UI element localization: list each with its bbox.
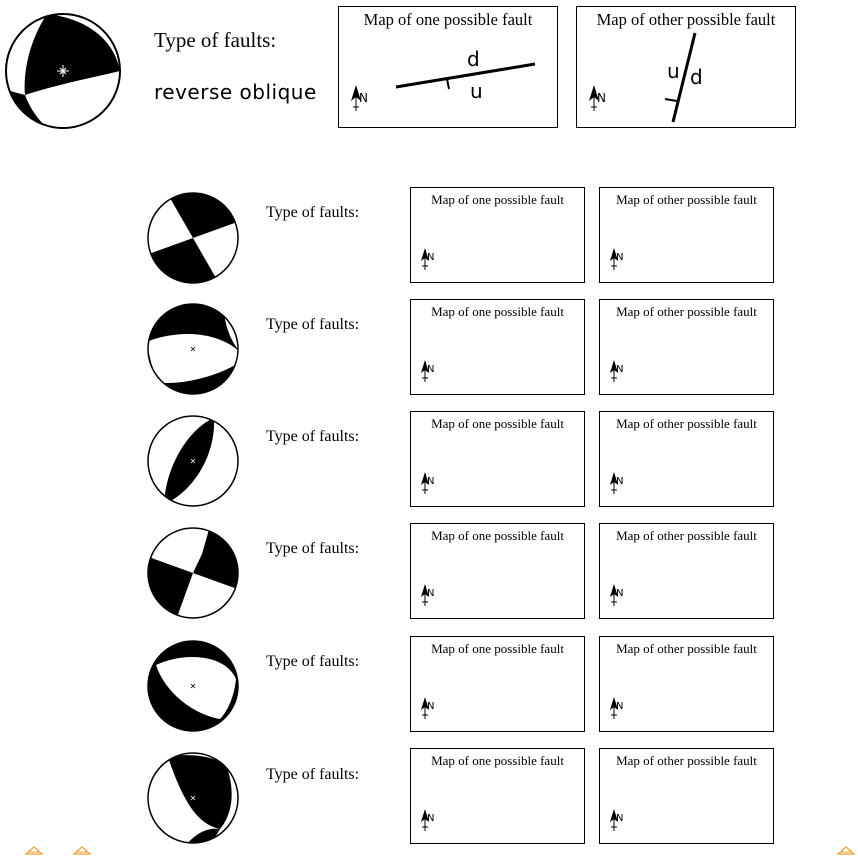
row-1-map-one[interactable] bbox=[410, 187, 585, 283]
map-title: Map of other possible fault bbox=[616, 192, 757, 207]
beachball-2-icon bbox=[146, 302, 240, 396]
row-2-type-label: Type of faults: bbox=[266, 316, 360, 333]
row-6-map-other[interactable] bbox=[599, 748, 774, 844]
beachball-1-icon bbox=[146, 191, 240, 285]
north-label: N bbox=[427, 701, 435, 712]
row-2-map-other[interactable] bbox=[599, 299, 774, 395]
north-arrow bbox=[610, 584, 624, 611]
example-map-other bbox=[576, 6, 796, 128]
north-arrow bbox=[610, 360, 624, 387]
north-label: N bbox=[427, 813, 435, 824]
example-beachball-icon bbox=[3, 11, 123, 131]
north-label: N bbox=[616, 701, 624, 712]
north-arrow bbox=[421, 809, 435, 836]
north-label: N bbox=[427, 252, 435, 263]
map-title: Map of other possible fault bbox=[616, 528, 757, 543]
example-type-label: Type of faults: bbox=[154, 28, 277, 52]
row-6-type-label: Type of faults: bbox=[266, 766, 360, 783]
north-label: N bbox=[427, 476, 435, 487]
row-4-map-one[interactable] bbox=[410, 523, 585, 619]
north-arrow bbox=[421, 584, 435, 611]
map-title: Map of one possible fault bbox=[431, 192, 564, 207]
north-arrow bbox=[610, 697, 624, 724]
map-title: Map of one possible fault bbox=[431, 304, 564, 319]
map-title: Map of one possible fault bbox=[363, 10, 533, 29]
row-5-map-one[interactable] bbox=[410, 636, 585, 732]
map-title: Map of other possible fault bbox=[616, 304, 757, 319]
north-label: N bbox=[597, 91, 606, 105]
example-answer: reverse oblique bbox=[154, 80, 317, 104]
north-label: N bbox=[359, 91, 368, 105]
north-arrow bbox=[421, 248, 435, 275]
row-3-type-label: Type of faults: bbox=[266, 428, 360, 445]
beachball-3-icon bbox=[146, 414, 240, 508]
row-3-map-other[interactable] bbox=[599, 411, 774, 507]
beachball-6-icon bbox=[146, 751, 240, 845]
map-title: Map of other possible fault bbox=[616, 641, 757, 656]
fault-side-u: u bbox=[667, 59, 680, 83]
row-4-type-label: Type of faults: bbox=[266, 540, 360, 557]
map-title: Map of other possible fault bbox=[596, 10, 776, 29]
north-label: N bbox=[427, 364, 435, 375]
fault-side-d: d bbox=[467, 47, 480, 71]
fault-trace-icon bbox=[577, 7, 797, 129]
north-label: N bbox=[616, 476, 624, 487]
north-label: N bbox=[427, 588, 435, 599]
row-4-map-other[interactable] bbox=[599, 523, 774, 619]
fault-side-u: u bbox=[470, 79, 483, 103]
row-1-map-other[interactable] bbox=[599, 187, 774, 283]
north-arrow bbox=[421, 697, 435, 724]
menu-slide-icon[interactable] bbox=[836, 846, 856, 856]
row-2-map-one[interactable] bbox=[410, 299, 585, 395]
north-label: N bbox=[616, 813, 624, 824]
beachball-5-icon bbox=[146, 639, 240, 733]
north-label: N bbox=[616, 364, 624, 375]
row-3-map-one[interactable] bbox=[410, 411, 585, 507]
map-title: Map of other possible fault bbox=[616, 416, 757, 431]
north-arrow bbox=[421, 360, 435, 387]
north-label: N bbox=[616, 252, 624, 263]
row-5-type-label: Type of faults: bbox=[266, 653, 360, 670]
row-6-map-one[interactable] bbox=[410, 748, 585, 844]
map-title: Map of one possible fault bbox=[431, 753, 564, 768]
north-arrow bbox=[610, 809, 624, 836]
fault-side-d: d bbox=[690, 65, 703, 89]
next-slide-icon[interactable] bbox=[72, 846, 92, 856]
map-title: Map of other possible fault bbox=[616, 753, 757, 768]
map-title: Map of one possible fault bbox=[431, 416, 564, 431]
map-title: Map of one possible fault bbox=[431, 641, 564, 656]
fault-trace-icon bbox=[339, 7, 559, 129]
north-arrow bbox=[610, 472, 624, 499]
row-1-type-label: Type of faults: bbox=[266, 204, 360, 221]
north-label: N bbox=[616, 588, 624, 599]
beachball-4-icon bbox=[146, 526, 240, 620]
row-5-map-other[interactable] bbox=[599, 636, 774, 732]
north-arrow bbox=[610, 248, 624, 275]
prev-slide-icon[interactable] bbox=[24, 846, 44, 856]
north-arrow bbox=[421, 472, 435, 499]
example-map-one bbox=[338, 6, 558, 128]
map-title: Map of one possible fault bbox=[431, 528, 564, 543]
